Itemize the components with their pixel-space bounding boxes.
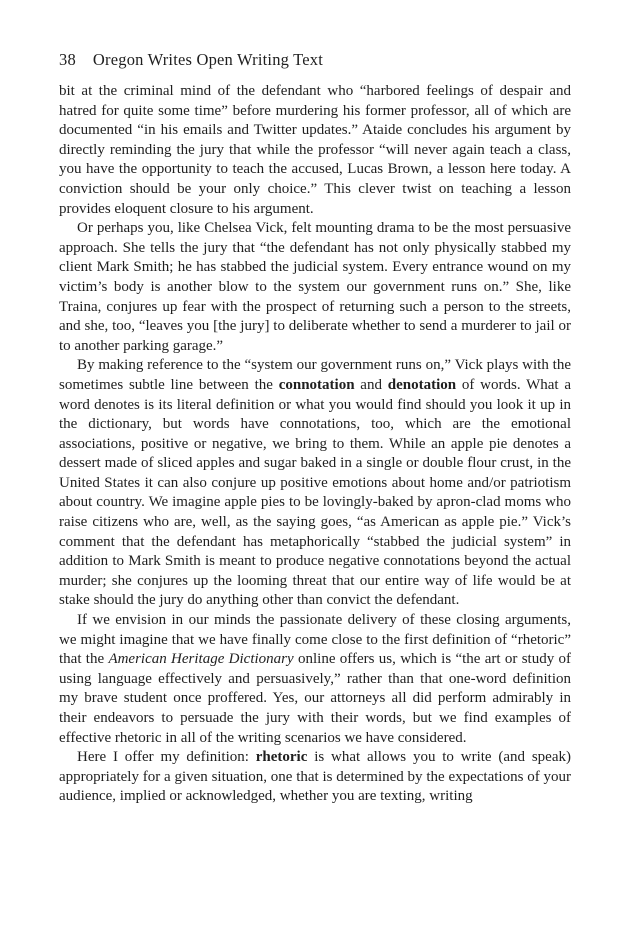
text-run: If we envision in our minds the passionate delivery of these closing arguments, we might imagine that we have finally come close to the first definition of “rhetoric” that the <box>59 612 571 668</box>
page-number: 38 <box>59 50 76 69</box>
page-body <box>59 82 571 807</box>
page-content <box>59 50 571 807</box>
text-run-bold: denotation <box>387 376 457 393</box>
text-run: Here I offer my definition: <box>77 749 256 766</box>
paragraph <box>59 748 571 807</box>
paragraph <box>59 356 571 611</box>
running-header <box>59 50 571 70</box>
paragraph <box>59 82 571 219</box>
text-run: is what allows you to write (and speak) appropriately for a given situation, one that is determined by the expectations of your audience, implied or acknowledged, whether you are texting, writing <box>59 749 571 805</box>
paragraph <box>59 219 571 356</box>
text-run: Or perhaps you, like Chelsea Vick, felt mounting drama to be the most persuasive approach. She tells the jury that “the defendant has not only physically stabbed my client Mark Smith; he has stabbed the judicial system. Every entrance wound on my victim’s body is another blow to the system our government runs on.” She, like Traina, conjures up fear with the prospect of returning such a person to the streets, and she, too, “leaves you [the jury] to deliberate whether to send a murderer to jail or to another parking garage.” <box>59 220 571 354</box>
text-run-italic: American Heritage Dictionary <box>108 651 294 668</box>
text-run: By making reference to the “system our government runs on,” Vick plays with the sometimes subtle line between the <box>59 357 571 393</box>
text-run: and <box>354 376 388 393</box>
text-run-bold: connotation <box>278 376 355 393</box>
book-title: Oregon Writes Open Writing Text <box>92 50 324 69</box>
text-run: online offers us, which is “the art or study of using language effectively and persuasively,” rather than that one-word definition my brave student once proffered. Yes, our attorneys all did perform admirably in their endeavors to persuade the jury with their words, but we find examples of effective rhetoric in all of the writing scenarios we have considered. <box>59 651 571 746</box>
text-run-bold: rhetoric <box>255 749 308 766</box>
paragraph <box>59 611 571 748</box>
text-run: of words. What a word denotes is its literal definition or what you would find should you look it up in the dictionary, but words have connotations, too, which are the emotional associations, positive or negative, we bring to them. While an apple pie denotes a dessert made of sliced apples and sugar baked in a single or double flour crust, in the United States it can also conjure up positive emotions about home and/or patriotism about country. We imagine apple pies to be lovingly-baked by apron-clad moms who raise citizens who are, well, as the saying goes, “as American as apple pie.” Vick’s comment that the defendant has metaphorically “stabbed the judicial system” in addition to Mark Smith is meant to produce negative connotations beyond the actual murder; she conjures up the looming threat that our entire way of life would be at stake should the jury do anything other than convict the defendant. <box>59 376 571 609</box>
text-run: bit at the criminal mind of the defendant who “harbored feelings of despair and hatred for quite some time” before murdering his former professor, all of which are documented “in his emails and Twitter updates.” Ataide concludes his argument by directly reminding the jury that while the professor “will never again teach a class, you have the opportunity to teach the accused, Lucas Brown, a lesson here today. A conviction should be your only choice.” This clever twist on teaching a lesson provides eloquent closure to his argument. <box>59 83 571 217</box>
